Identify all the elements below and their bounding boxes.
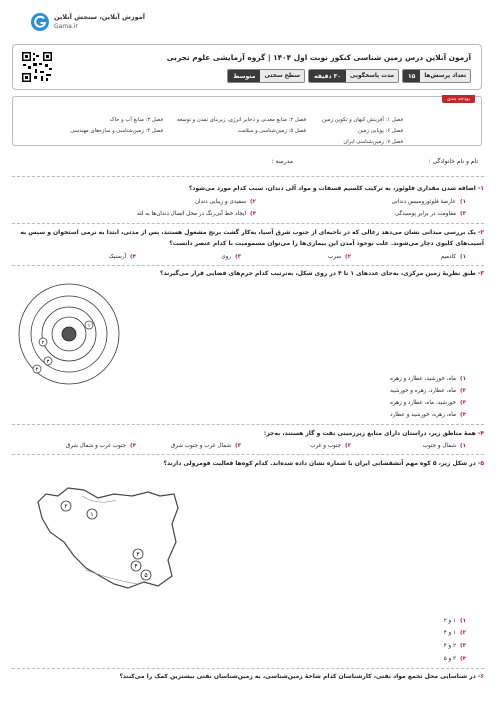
- question-4: ۴-همهٔ مناطق زیر، دراستان دارای منابع زیرزمینی نفت و گاز هستند، به‌جز:: [263, 430, 484, 437]
- geocentric-diagram: [14, 282, 124, 392]
- option[interactable]: ۳)روی: [221, 254, 241, 260]
- option[interactable]: ۴)ایجاد خط آبی‌رنگ در محل اتصال دندان‌ها به لثه: [137, 211, 256, 217]
- option[interactable]: ۳)خورشید، ماه، عطارد و زهره: [390, 400, 466, 406]
- orbit-label: ۱: [87, 323, 91, 329]
- budget-item: فصل ۶: پویایی زمین: [357, 128, 403, 134]
- budget-item: فصل ۵: زمین‌شناسی و سلامت: [237, 128, 306, 134]
- student-info: [8, 158, 478, 168]
- brand-tagline: آموزش آنلاین، سنجش آنلاین: [54, 13, 146, 21]
- earth-icon: [62, 327, 76, 341]
- option[interactable]: ۲)سرب: [327, 254, 351, 260]
- meta-duration: مدت پاسخگویی ۳۰ دقیقه: [308, 69, 399, 83]
- question-1: ۱-اضافه شدن مقداری فلوئور، به ترکیب کلسیم فسفات و مواد آلی دندان، سبب کدام مورد می‌شود؟: [188, 185, 484, 192]
- option[interactable]: ۴)آرسنیک: [108, 254, 136, 260]
- option[interactable]: ۴)۳ و ۵: [443, 656, 466, 662]
- option[interactable]: ۴)جنوب غرب و شمال شرق: [65, 443, 136, 449]
- option[interactable]: ۱)شمال و جنوب: [422, 443, 466, 449]
- option[interactable]: ۳)شمال غرب و جنوب شرق: [170, 443, 241, 449]
- budget-item: فصل ۳: منابع آب و خاک: [109, 117, 163, 123]
- option[interactable]: ۲)جنوب و غرب: [310, 443, 351, 449]
- exam-meta: [227, 69, 471, 83]
- orbit-label: ۳: [46, 359, 50, 365]
- map-label: ۱: [90, 511, 94, 518]
- exam-title: آزمون آنلاین درس زمین شناسی کنکور نوبت اول ۱۴۰۴ | گروه آزمایشی علوم تجربی: [166, 53, 471, 62]
- gama-logo-icon: [30, 12, 50, 32]
- exam-header: [12, 44, 482, 90]
- map-label: ۵: [144, 572, 148, 579]
- option[interactable]: ۱)کادمیم: [440, 254, 466, 260]
- divider: [12, 424, 484, 425]
- divider: [12, 668, 484, 669]
- meta-question-count: تعداد پرسش‌ها ۱۵: [402, 69, 471, 83]
- budget-box: [12, 96, 482, 146]
- brand-block: [30, 8, 145, 36]
- divider: [12, 223, 484, 224]
- budget-item: فصل ۴: زمین‌شناسی و سازه‌های مهندسی: [70, 128, 163, 134]
- map-label: ۳: [136, 551, 140, 558]
- school-label: مدرسه :: [271, 158, 293, 165]
- divider: [12, 265, 484, 266]
- option[interactable]: ۲)سفیدی و زیبایی دندان: [194, 199, 256, 205]
- question-2-line2: آسیب‌های کلیوی دچار می‌شوند. علت بوجود آمدن این بیماری‌ها را می‌توان مسمومیت با کدام عنصر دانست؟: [169, 240, 484, 247]
- divider: [12, 176, 484, 177]
- question-5: ۵-در شکل زیر، ۵ کوه مهم آتشفشانی ایران با شماره نشان داده شده‌اند. کدام کوه‌ها فعالیت فومرولی دارند؟: [163, 460, 484, 467]
- qr-code-icon[interactable]: [21, 51, 53, 83]
- map-label: ۴: [134, 563, 138, 570]
- option[interactable]: ۱)۱ و ۲: [443, 618, 466, 624]
- budget-item: فصل ۲: منابع معدنی و ذخایر انرژی، زیربنای تمدن و توسعه: [176, 117, 306, 123]
- meta-difficulty: سطح سختی متوسط: [227, 69, 305, 83]
- option[interactable]: ۲)ماه، عطارد، زهره و خورشید: [390, 388, 466, 394]
- option[interactable]: ۱)عارضهٔ فلوئوروسیس دندانی: [391, 199, 466, 205]
- option[interactable]: ۳)۲ و ۴: [443, 643, 466, 649]
- budget-item: فصل ۱: آفرینش کیهان و تکوین زمین: [322, 117, 403, 123]
- option[interactable]: ۱)ماه، خورشید، عطارد و زهره: [390, 376, 466, 382]
- brand-domain: Gama.ir: [54, 23, 78, 30]
- name-label: نام و نام خانوادگی :: [428, 158, 478, 165]
- question-6: ۶-در شناسایی محل تجمع مواد نفتی، کارشناسان کدام شاخهٔ زمین‌شناسی، به زمین‌شناسان نفتی بیشترین کمک را می‌کنند؟: [119, 673, 484, 680]
- budget-item: فصل ۷: زمین‌شناسی ایران: [343, 139, 403, 145]
- budget-badge: بودجه بندی: [442, 95, 475, 103]
- iran-map: [28, 472, 188, 600]
- option[interactable]: ۲)۱ و ۴: [443, 630, 466, 636]
- orbit-label: ۴: [35, 367, 39, 373]
- question-3: ۳-طبق نظریهٔ زمین مرکزی، به‌جای عددهای ۱ تا ۴ در روی شکل، به‌ترتیب کدام جرم‌های فضایی قرار می‌گیرند؟: [160, 270, 484, 277]
- map-label: ۲: [64, 503, 68, 510]
- question-2: ۲-یک بررسی میدانی نشان می‌دهد زغالی که در ناحیه‌ای از جنوب شرق آسیا، به‌کار گشت برنج مشغول هستند، پس از مدتی، ابتدا به نرمی استخوان و سپس به: [20, 229, 484, 236]
- option[interactable]: ۳)مقاومت در برابر پوسیدگی: [394, 211, 466, 217]
- orbit-label: ۲: [41, 340, 45, 346]
- divider: [12, 454, 484, 455]
- option[interactable]: ۴)ماه، زهره، خورشید و عطارد: [390, 412, 466, 418]
